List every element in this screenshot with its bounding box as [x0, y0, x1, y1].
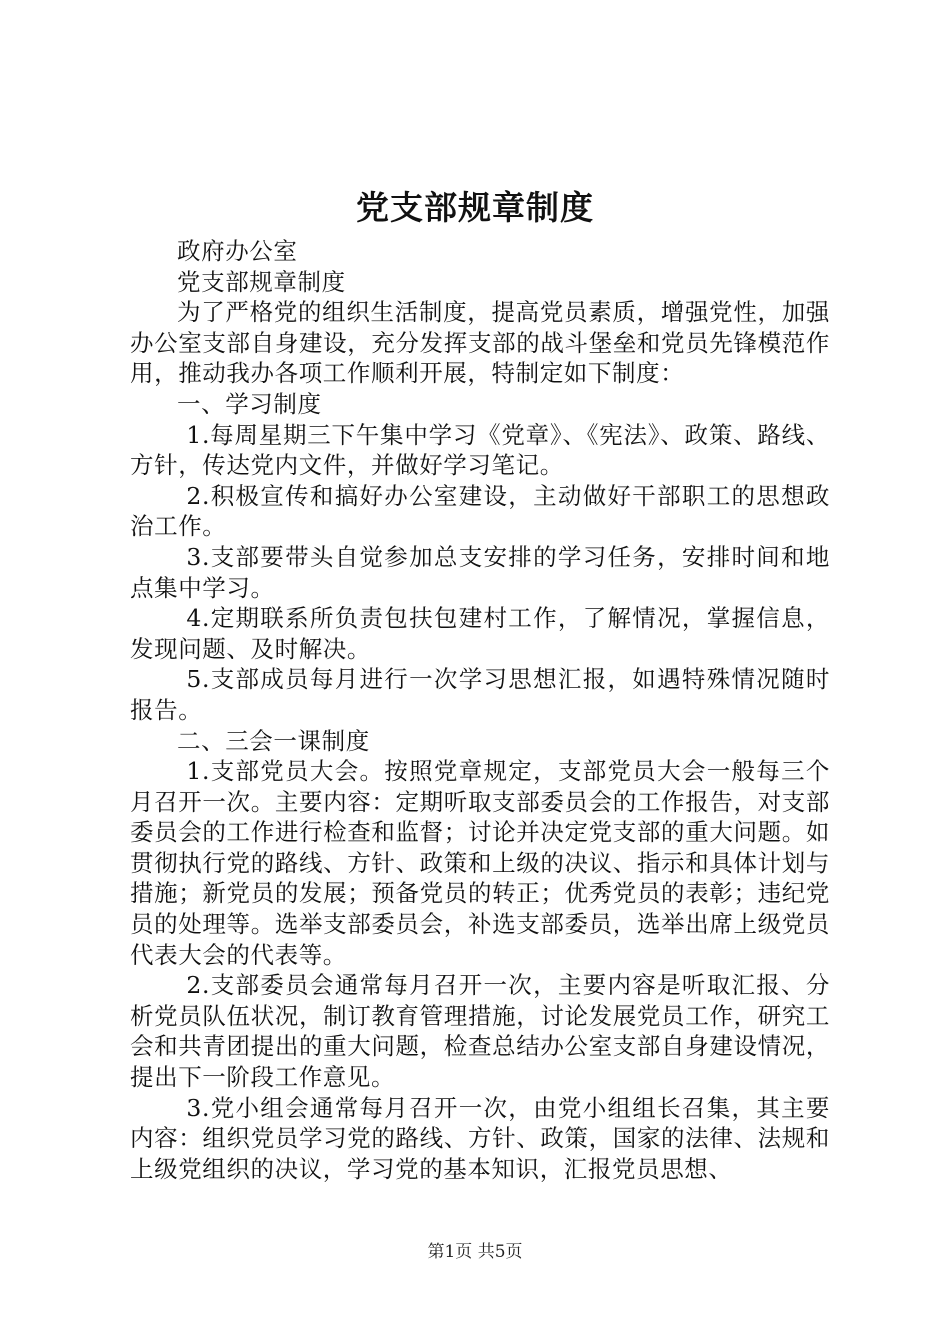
document-title: 党支部规章制度 — [356, 188, 594, 227]
page-footer: 第1页 共5页 — [427, 1242, 523, 1262]
paragraph: 4.定期联系所负责包扶包建村工作，了解情况，掌握信息，发现问题、及时解决。 — [130, 604, 830, 663]
paragraph: 3.党小组会通常每月召开一次，由党小组组长召集，其主要内容：组织党员学习党的路线、方针、政策，国家的法律、法规和上级党组织的决议，学习党的基本知识，汇报党员思想、 — [130, 1093, 830, 1183]
paragraph: 2.支部委员会通常每月召开一次，主要内容是听取汇报、分析党员队伍状况，制订教育管理措施，讨论发展党员工作，研究工会和共青团提出的重大问题，检查总结办公室支部自身建设情况，提出下一阶段工作意见。 — [130, 971, 830, 1092]
document-body — [130, 236, 830, 1184]
paragraph: 政府办公室 — [177, 237, 298, 265]
paragraph: 5.支部成员每月进行一次学习思想汇报，如遇特殊情况随时报告。 — [130, 665, 830, 724]
paragraph: 为了严格党的组织生活制度，提高党员素质，增强党性，加强办公室支部自身建设，充分发挥支部的战斗堡垒和党员先锋模范作用，推动我办各项工作顺利开展，特制定如下制度： — [130, 298, 830, 388]
paragraph: 二、三会一课制度 — [177, 726, 370, 755]
paragraph: 1.支部党员大会。按照党章规定，支部党员大会一般每三个月召开一次。主要内容：定期听取支部委员会的工作报告，对支部委员会的工作进行检查和监督；讨论并决定党支部的重大问题。如贯彻执行党的路线、方针、政策和上级的决议、指示和具体计划与措施；新党员的发展；预备党员的转正；优秀党员的表彰；违纪党员的处理等。选举支部委员会，补选支部委员，选举出席上级党员代表大会的代表等。 — [130, 757, 830, 969]
paragraph: 2.积极宣传和搞好办公室建设，主动做好干部职工的思想政治工作。 — [130, 481, 830, 541]
paragraph: 1.每周星期三下午集中学习《党章》、《宪法》、政策、路线、方针，传达党内文件，并做好学习笔记。 — [130, 420, 830, 480]
paragraph: 党支部规章制度 — [177, 267, 346, 296]
paragraph: 3.支部要带头自觉参加总支安排的学习任务，安排时间和地点集中学习。 — [130, 542, 830, 602]
paragraph: 一、学习制度 — [177, 389, 322, 418]
